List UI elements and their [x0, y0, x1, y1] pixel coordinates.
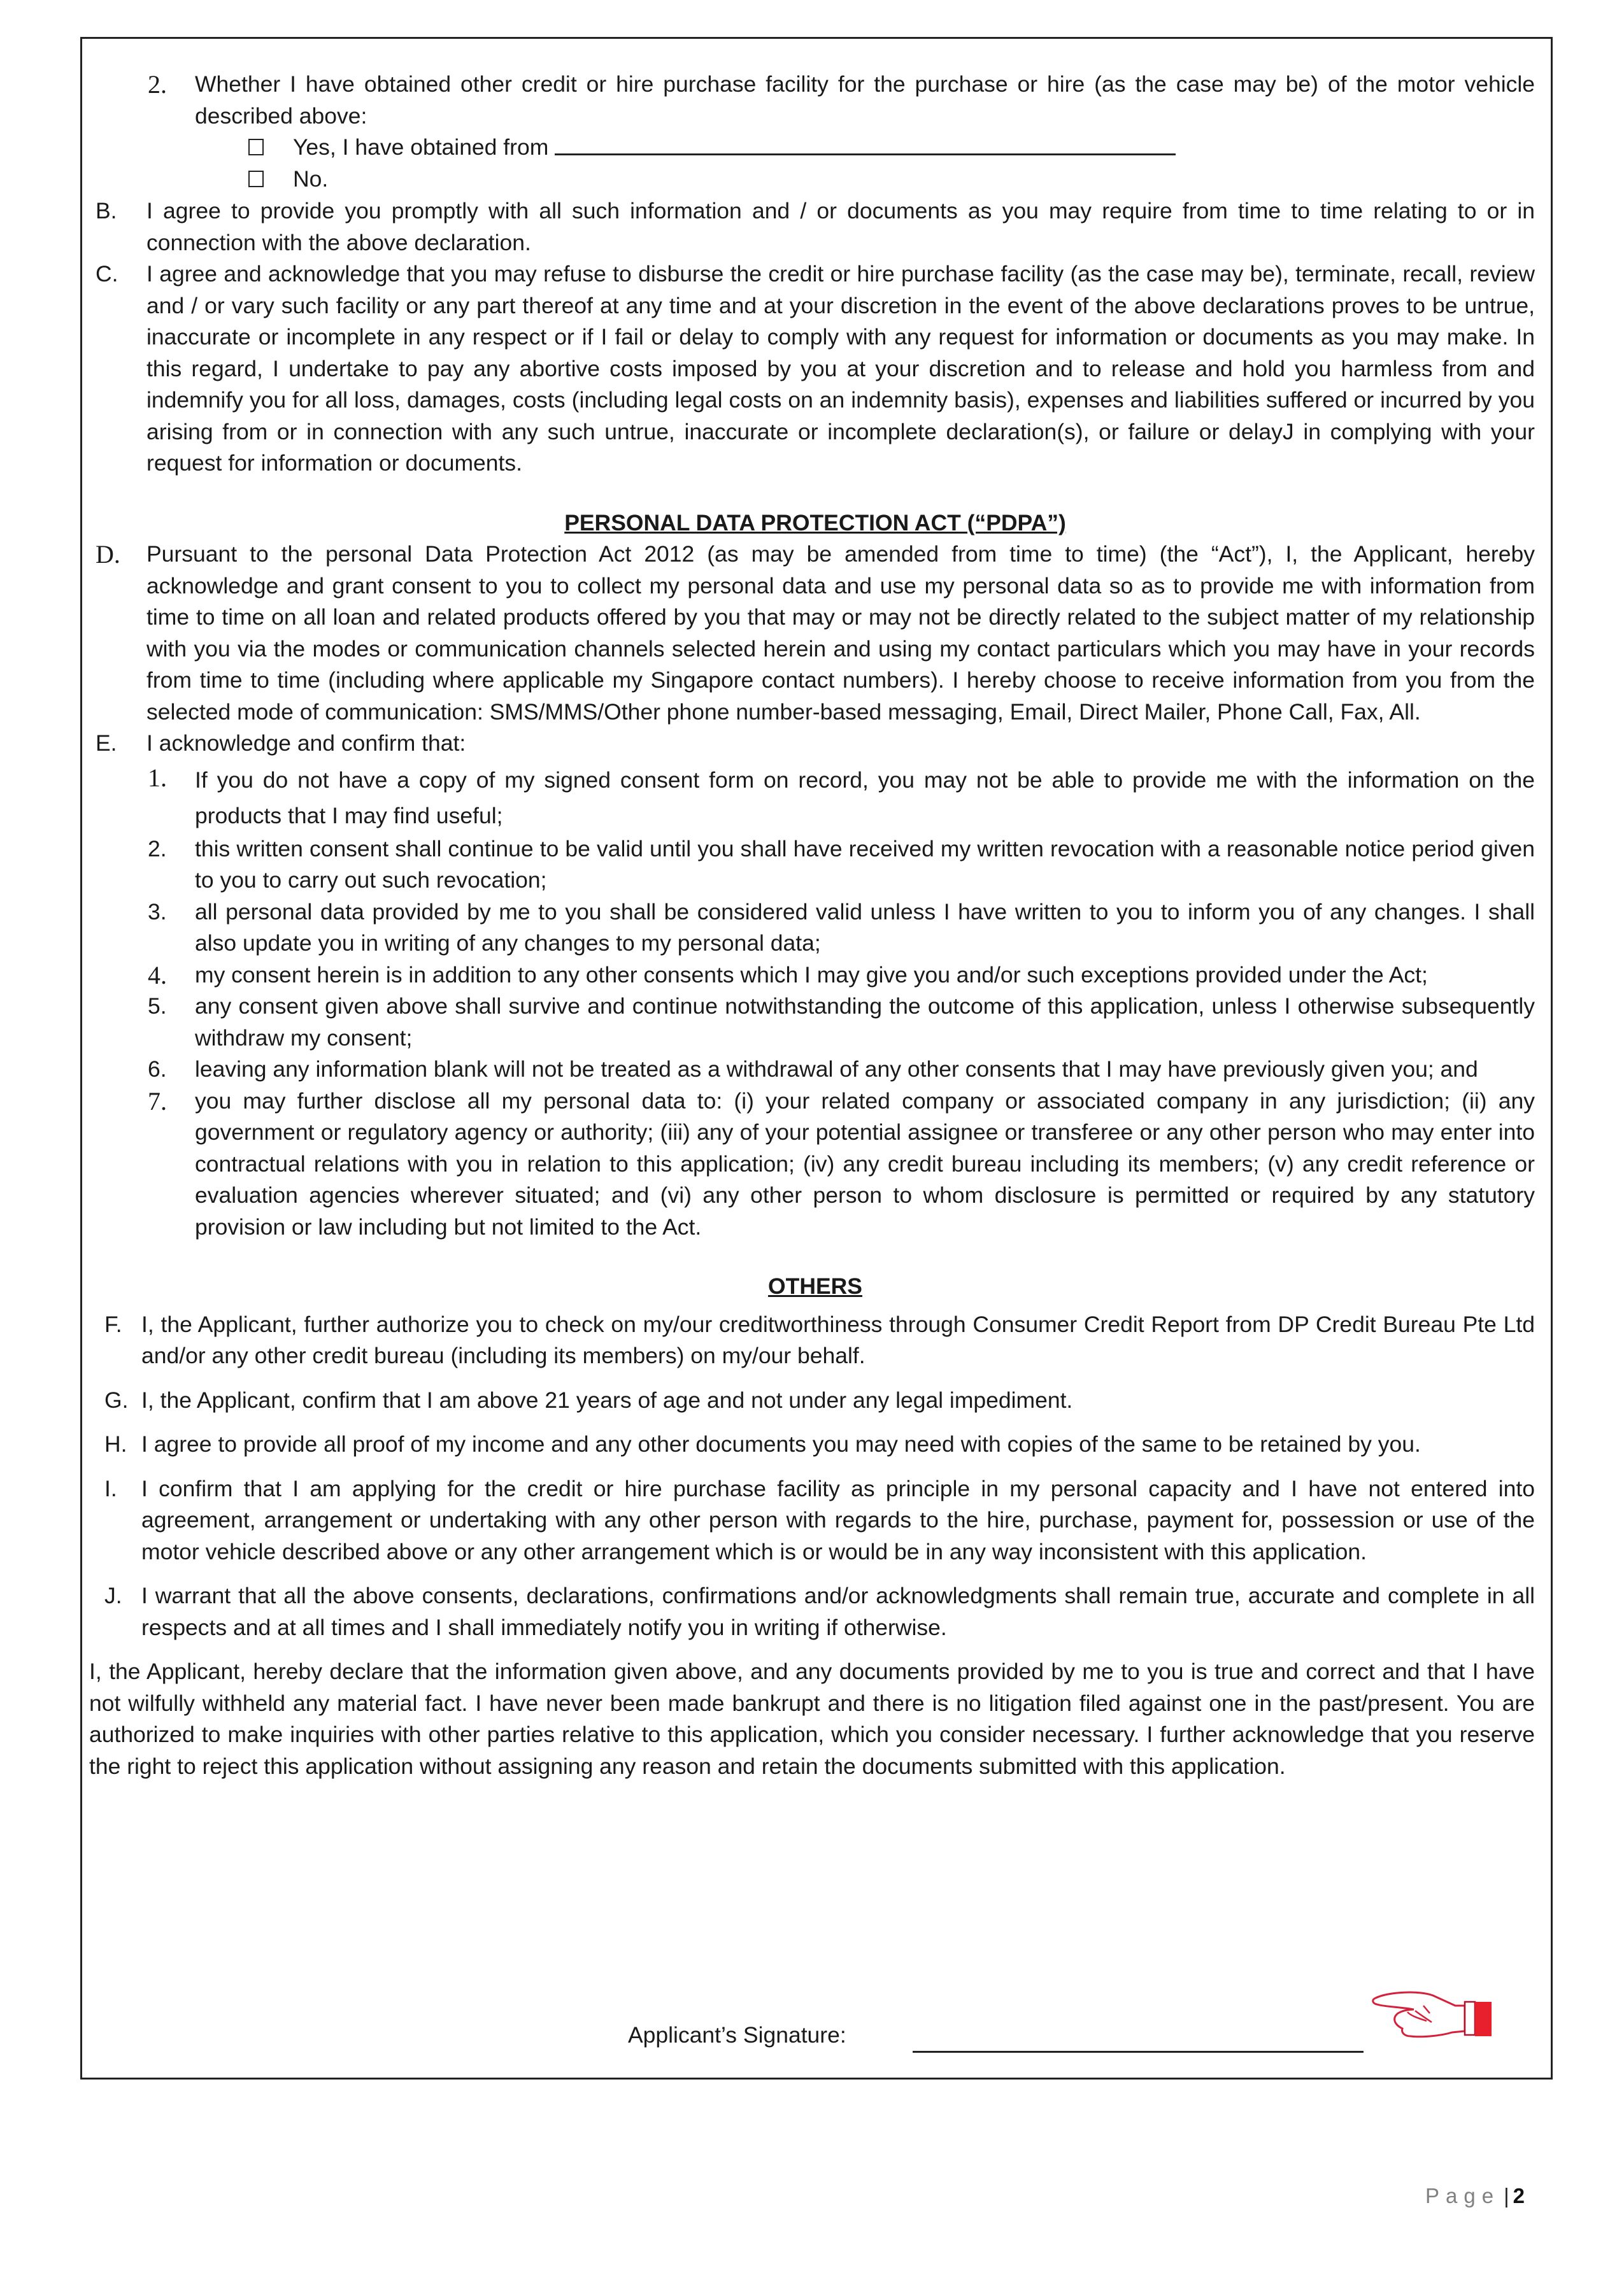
item-text: I agree to provide all proof of my income and any other documents you may need with copies of the same to be retained by you.	[141, 1431, 1421, 1457]
item-i	[96, 1473, 1535, 1568]
subitem-number: 4.	[148, 960, 167, 989]
subitem-text: If you do not have a copy of my signed consent form on record, you may not be able to provide me with the information on the products that I may find useful;	[195, 767, 1535, 828]
item-letter: D.	[96, 540, 120, 569]
page-footer	[1425, 2184, 1525, 2208]
subitem-number: 5.	[148, 993, 167, 1019]
item-letter: C.	[96, 261, 118, 287]
item-text: Pursuant to the personal Data Protection Act 2012 (as may be amended from time to time) (the “Act”), I, the Applicant, hereby acknowledge and grant consent to you to collect my personal data and use my personal data so as to provide me with information from time to time on all loan and related products offered by you that may or may not be directly related to the subject matter of my relationship with you via the modes or communication channels selected herein and using my contact particulars which you may have in your records from time to time (including where applicable my Singapore contact numbers). I hereby choose to receive information from you from the selected mode of communication: SMS/MMS/Other phone number-based messaging, Email, Direct Mailer, Phone Call, Fax, All.	[146, 541, 1535, 725]
item-text: I acknowledge and confirm that:	[146, 730, 466, 756]
option-no-label: No.	[293, 166, 329, 192]
no-checkbox[interactable]	[248, 171, 264, 187]
form-content	[89, 69, 1535, 1782]
pointing-hand-icon	[1363, 1980, 1503, 2044]
option-yes	[96, 132, 1535, 164]
item-text: I warrant that all the above consents, declarations, confirmations and/or acknowledgments shall remain true, accurate and complete in all respects and at all times and I shall immediately notify you in writing if otherwise.	[141, 1583, 1535, 1640]
subitem-number: 1.	[148, 763, 167, 792]
item-letter: B.	[96, 198, 117, 223]
item-g	[96, 1385, 1535, 1417]
signature-field[interactable]	[913, 2051, 1364, 2053]
subitem-e1	[96, 762, 1535, 833]
subitem-e2	[96, 833, 1535, 896]
option-yes-label: Yes, I have obtained from	[293, 134, 549, 160]
page-word: Page	[1425, 2184, 1500, 2207]
subitem-number: 7.	[148, 1086, 167, 1116]
subitem-number: 2.	[148, 835, 167, 861]
item-text: I agree to provide you promptly with all such information and / or documents as you may require from time to time relating to or in connection with the above declaration.	[146, 198, 1535, 255]
pdpa-heading: PERSONAL DATA PROTECTION ACT (“PDPA”)	[564, 509, 1066, 535]
subitem-e3	[96, 896, 1535, 960]
subitem-text: all personal data provided by me to you shall be considered valid unless I have written to you to inform you of any changes. I shall also update you in writing of any changes to my personal data;	[195, 898, 1535, 956]
signature-label: Applicant’s Signature:	[628, 2022, 846, 2048]
applicant-declaration: I, the Applicant, hereby declare that the information given above, and any documents provided by me to you is true and correct and that I have not wilfully withheld any material fact. I have never been made bankrupt and there is no litigation filed against one in the past/present. You are authorized to make inquiries with other parties relative to this application, which you consider necessary. I further acknowledge that you reserve the right to reject this application without assigning any reason and retain the documents submitted with this application.	[89, 1659, 1535, 1779]
item-e	[96, 728, 1535, 760]
page-number: 2	[1513, 2184, 1525, 2207]
item-2	[96, 69, 1535, 132]
subitem-text: leaving any information blank will not be treated as a withdrawal of any other consents that I may have previously given you; and	[195, 1056, 1478, 1082]
yes-checkbox[interactable]	[248, 139, 264, 155]
item-f	[96, 1309, 1535, 1372]
item-text: I confirm that I am applying for the credit or hire purchase facility as principle in my personal capacity and I have not entered into agreement, arrangement or undertaking with any other person with regards to the hire, purchase, payment for, possession or use of the motor vehicle described above or any other arrangement which is or would be in any way inconsistent with this application.	[141, 1475, 1535, 1564]
subitem-e6	[96, 1054, 1535, 1086]
item-b	[96, 195, 1535, 259]
subitem-number: 3.	[148, 898, 167, 925]
item-text: I, the Applicant, confirm that I am above 21 years of age and not under any legal impediment.	[141, 1387, 1073, 1413]
others-heading: OTHERS	[768, 1273, 862, 1299]
item-text: I, the Applicant, further authorize you to check on my/our creditworthiness through Consumer Credit Report from DP Credit Bureau Pte Ltd and/or any other credit bureau (including its members) on my/our behalf.	[141, 1311, 1535, 1368]
item-letter: H.	[104, 1431, 127, 1457]
item-d	[96, 539, 1535, 728]
subitem-text: you may further disclose all my personal data to: (i) your related company or associated company in any jurisdiction; (ii) any government or regulatory agency or authority; (iii) any of your potential assignee or transferee or any other person who may enter into contractual relations with you in relation to this application; (iv) any credit bureau including its members; (v) any credit reference or evaluation agencies wherever situated; and (vi) any other person to whom disclosure is permitted or required by any statutory provision or law including but not limited to the Act.	[195, 1088, 1535, 1240]
page-separator: |	[1504, 2184, 1509, 2207]
item-number: 2.	[148, 70, 167, 99]
obtained-from-field[interactable]	[555, 132, 1176, 155]
item-letter: J.	[104, 1583, 122, 1608]
option-no	[96, 164, 1535, 195]
subitem-e5	[96, 991, 1535, 1054]
item-letter: I.	[104, 1475, 117, 1501]
item-text: I agree and acknowledge that you may refuse to disburse the credit or hire purchase facility (as the case may be), terminate, recall, review and / or vary such facility or any part thereof at any time and at your discretion in the event of the above declarations proves to be untrue, inaccurate or incomplete in any respect or if I fail or delay to comply with any request for information or documents as you may make. In this regard, I undertake to pay any abortive costs imposed by you at your discretion and to release and hold you harmless from and indemnify you for all loss, damages, costs (including legal costs on an indemnity basis), expenses and liabilities suffered or incurred by you arising from or in connection with any such untrue, inaccurate or incomplete declaration(s), or failure or delayJ in complying with your request for information or documents.	[146, 261, 1535, 476]
item-letter: E.	[96, 730, 117, 756]
subitem-e7	[96, 1086, 1535, 1244]
item-letter: F.	[104, 1311, 122, 1337]
subitem-number: 6.	[148, 1056, 167, 1082]
item-letter: G.	[104, 1387, 129, 1413]
item-h	[96, 1429, 1535, 1461]
subitem-text: my consent herein is in addition to any other consents which I may give you and/or such exceptions provided under the Act;	[195, 961, 1428, 988]
subitem-text: any consent given above shall survive and continue notwithstanding the outcome of this application, unless I otherwise subsequently withdraw my consent;	[195, 993, 1535, 1051]
item-j	[96, 1580, 1535, 1643]
item-c	[96, 259, 1535, 479]
subitem-e4	[96, 960, 1535, 991]
subitem-text: this written consent shall continue to be valid until you shall have received my written revocation with a reasonable notice period given to you to carry out such revocation;	[195, 835, 1535, 893]
item-text: Whether I have obtained other credit or hire purchase facility for the purchase or hire (as the case may be) of the motor vehicle described above:	[195, 71, 1535, 129]
